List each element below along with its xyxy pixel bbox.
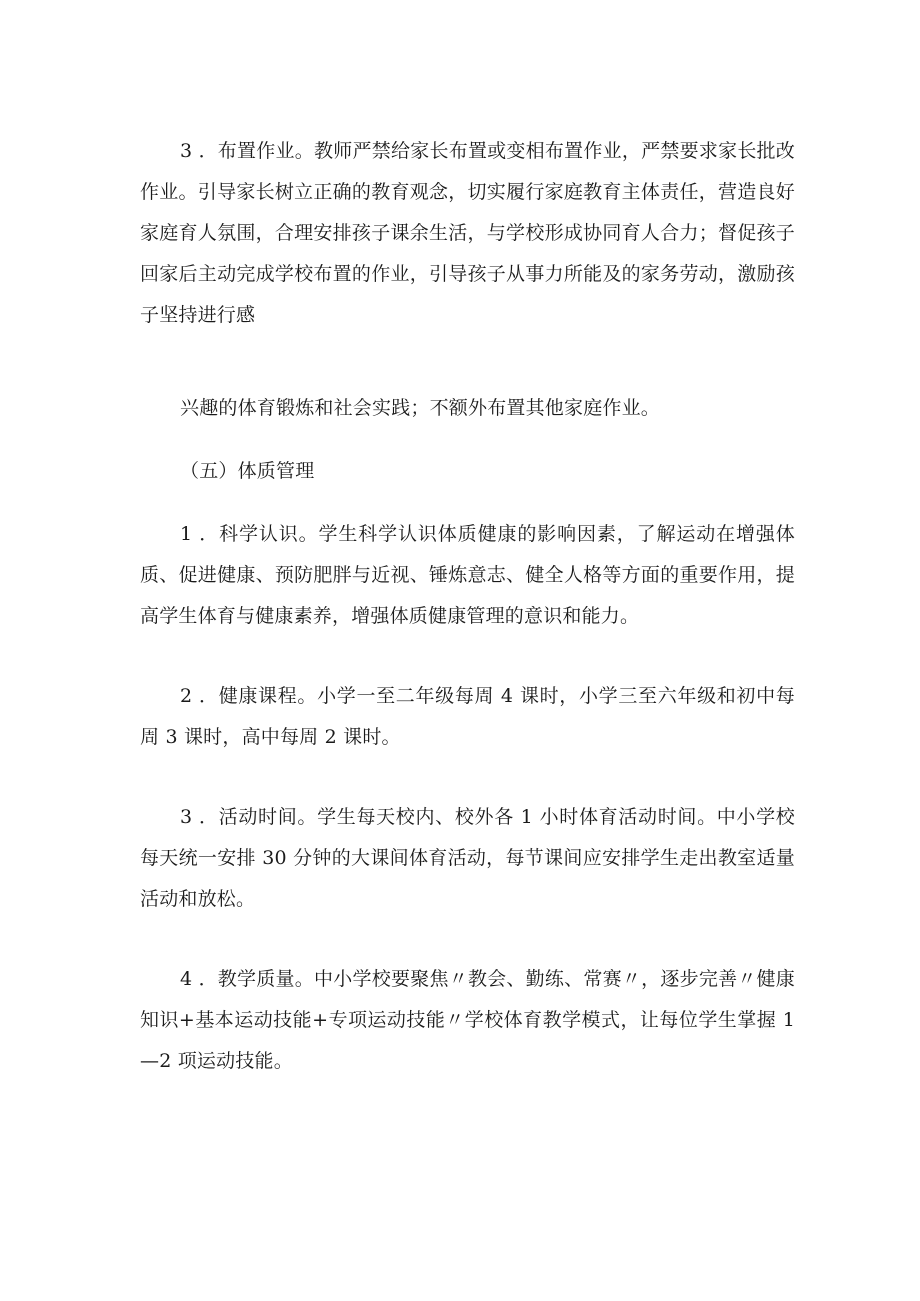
paragraph-homework-assignment: 3 ．布置作业。教师严禁给家长布置或变相布置作业，严禁要求家长批改作业。引导家长树立正确的教育观念，切实履行家庭教育主体责任，营造良好家庭育人氛围，合理安排孩子课余生活，与学校形成协同育人合力；督促孩子回家后主动完成学校布置的作业，引导孩子从事力所能及的家务劳动，激励孩子坚持进行感: [140, 140, 795, 326]
paragraph-teaching-quality: 4 ．教学质量。中小学校要聚焦〃教会、勤练、常赛〃，逐步完善〃健康知识+基本运动技能+专项运动技能〃学校体育教学模式，让每位学生掌握 1—2 项运动技能。: [140, 968, 795, 1072]
paragraph-homework-continuation: 兴趣的体育锻炼和社会实践；不额外布置其他家庭作业。: [180, 397, 661, 419]
paragraph-scientific-understanding: 1 ．科学认识。学生科学认识体质健康的影响因素，了解运动在增强体质、促进健康、预防肥胖与近视、锤炼意志、健全人格等方面的重要作用，提高学生体育与健康素养，增强体质健康管理的意识和能力。: [140, 523, 795, 627]
paragraph-activity-time: 3 ．活动时间。学生每天校内、校外各 1 小时体育活动时间。中小学校每天统一安排 30 分钟的大课间体育活动，每节课间应安排学生走出教室适量活动和放松。: [140, 806, 795, 910]
section-heading-physical-management: （五）体质管理: [180, 460, 315, 482]
paragraph-health-curriculum: 2 ．健康课程。小学一至二年级每周 4 课时，小学三至六年级和初中每周 3 课时，高中每周 2 课时。: [140, 685, 795, 748]
